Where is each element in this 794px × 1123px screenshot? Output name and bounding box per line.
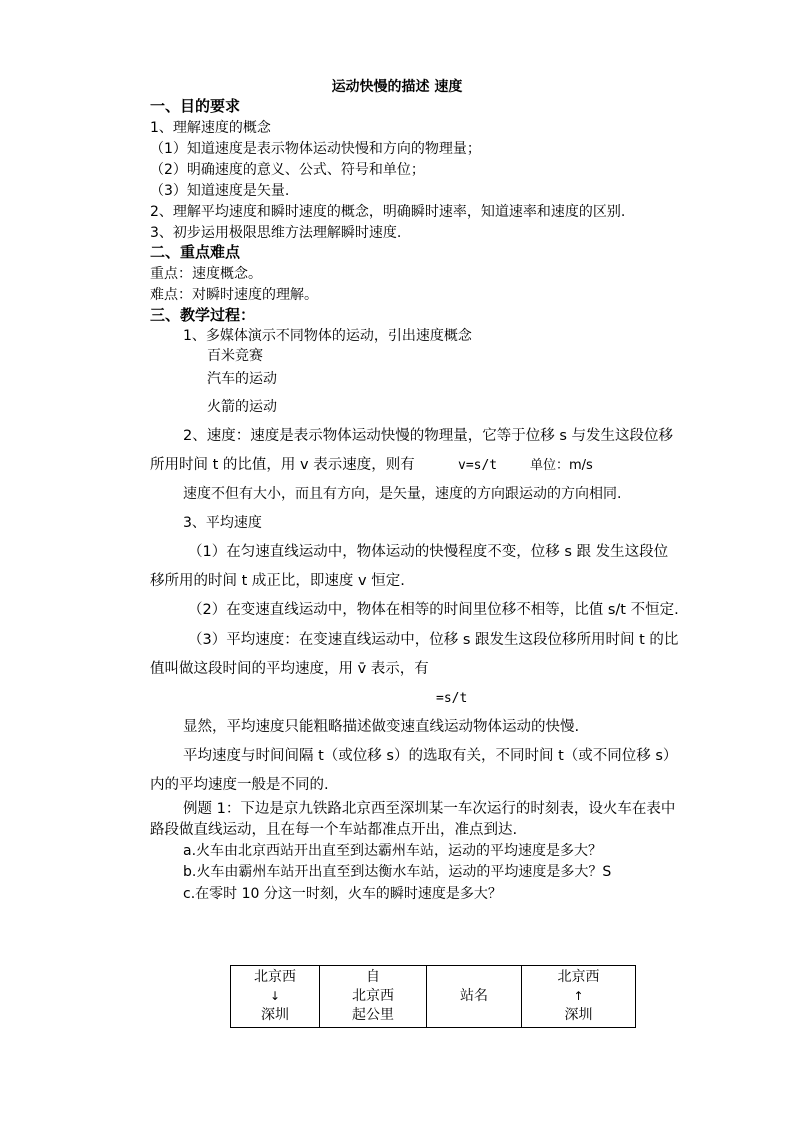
table-row [231,966,636,1028]
example-question: c.在零时 10 分这一时刻，火车的瞬时速度是多大？ [183,886,502,902]
list-item: 汽车的运动 [207,371,277,387]
paragraph: 移所用的时间 t 成正比，即速度 v 恒定. [150,573,405,589]
paragraph: 1、多媒体演示不同物体的运动，引出速度概念 [183,328,472,344]
paragraph: 显然，平均速度只能粗略描述做变速直线运动物体运动的快慢. [183,719,580,735]
list-item: 百米竞赛 [207,348,263,364]
cell-text: 北京西 [254,969,296,985]
paragraph: （3）平均速度：在变速直线运动中，位移 s 跟发生这段位移所用时间 t 的比 [188,632,679,648]
arrow-down-icon: ↓ [269,989,281,1003]
keypoint-line: 难点：对瞬时速度的理解。 [150,287,318,303]
keypoint-line: 重点：速度概念。 [150,266,262,282]
paragraph: 速度不但有大小，而且有方向，是矢量，速度的方向跟运动的方向相同. [183,486,622,502]
example-question: b.火车由霸州车站开出直至到达衡水车站，运动的平均速度是多大？S [183,864,612,880]
paragraph: （1）在匀速直线运动中，物体运动的快慢程度不变，位移 s 跟 发生这段位 [188,544,669,560]
velocity-formula: v=s/t [458,458,498,473]
table-cell [231,966,320,1028]
timetable [230,965,636,1028]
cell-text: 深圳 [564,1007,593,1023]
unit-text: 单位：m/s [530,458,593,473]
table-cell [320,966,427,1028]
example-text: 例题 1：下边是京九铁路北京西至深圳某一车次运行的时刻表，设火车在表中 [183,801,676,817]
paragraph: 内的平均速度一般是不同的. [150,777,329,793]
paragraph: 平均速度与时间间隔 t（或位移 s）的选取有关，不同时间 t（或不同位移 s） [183,748,678,764]
goal-line: （1）知道速度是表示物体运动快慢和方向的物理量； [150,141,481,157]
paragraph: 所用时间 t 的比值，用 v 表示速度，则有 [150,457,415,473]
example-question: a.火车由北京西站开出直至到达霸州车站，运动的平均速度是多大？ [183,843,603,859]
section-heading-goals: 一、目的要求 [150,97,241,115]
paragraph: （2）在变速直线运动中，物体在相等的时间里位移不相等，比值 s/t 不恒定. [188,602,679,618]
paragraph: 值叫做这段时间的平均速度，用 v̄ 表示，有 [150,661,429,677]
cell-text: 自 [366,969,380,985]
cell-text: 站名 [460,988,488,1004]
section-heading-keypoints: 二、重点难点 [150,243,241,261]
example-text: 路段做直线运动，且在每一个车站都准点开出，准点到达. [150,822,518,838]
section-heading-process: 三、教学过程： [150,306,256,324]
page-title: 运动快慢的描述 速度 [331,79,463,95]
cell-text: 北京西 [352,988,394,1004]
average-velocity-formula: =s/t [436,691,468,706]
table-cell [427,966,522,1028]
goal-line: 2、理解平均速度和瞬时速度的概念，明确瞬时速率，知道速率和速度的区别. [150,204,626,220]
subheading: 3、平均速度 [183,515,262,531]
cell-text: 起公里 [352,1007,394,1023]
arrow-up-icon: ↑ [573,989,584,1003]
paragraph: 2、速度：速度是表示物体运动快慢的物理量，它等于位移 s 与发生这段位移 [183,428,673,444]
goal-line: （3）知道速度是矢量. [150,183,290,199]
goal-line: 1、理解速度的概念 [150,120,271,136]
list-item: 火箭的运动 [207,399,277,415]
table-cell [522,966,636,1028]
cell-text: 北京西 [557,969,600,985]
goal-line: （2）明确速度的意义、公式、符号和单位； [150,162,425,178]
cell-text: 深圳 [261,1007,289,1023]
goal-line: 3、初步运用极限思维方法理解瞬时速度. [150,225,402,241]
